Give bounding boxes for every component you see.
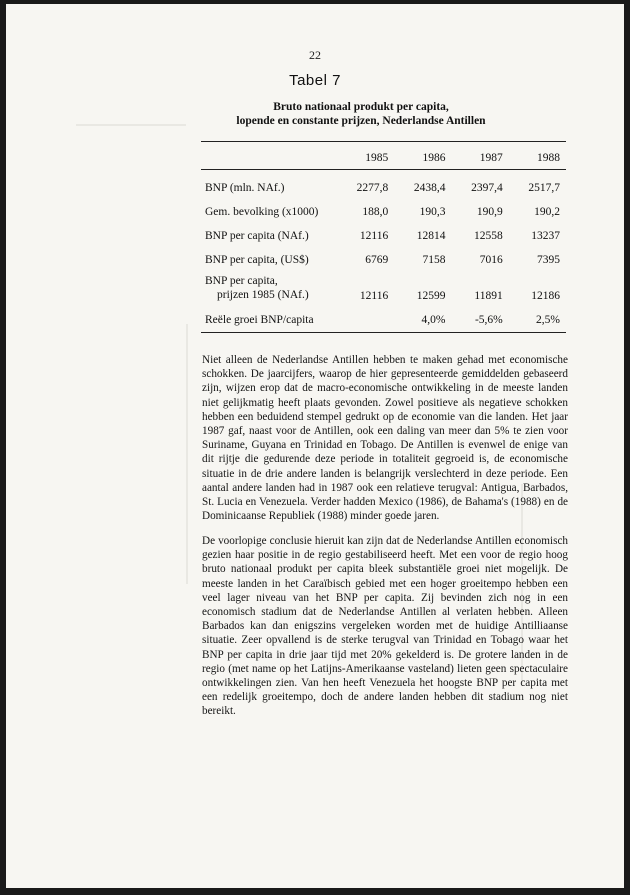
- subtitle-line: Bruto nationaal produkt per capita,: [273, 101, 449, 113]
- body-paragraph: De voorlopige conclusie hieruit kan zijn dat de Nederlandse Antillen economisch gezien haar positie in de regio gestabiliseerd heeft. Met een voor de regio hoog bruto nationaal produkt per capita bleek substantiële groei niet mogelijk. De meeste landen in het Caraïbisch gebied met een hoger groeitempo hebben een veel lager niveau van het BNP per capita. Zij bevinden zich nog in een economisch stadium dat de Nederlandse Antillen al verlaten hebben. Alleen Barbados kan dan enigszins vergeleken worden met de huidige Antilliaanse situatie. Zeer opvallend is de sterke terugval van Trinidad en Tobago waar het BNP per capita in drie jaar tijd met 20% gekelderd is. De grotere landen in de regio (met name op het Latijns-Amerikaanse vasteland) lieten geen spectaculaire ontwikkelingen zien. Van hen heeft Venezuela het hoogste BNP per capita met een redelijk groeitempo, doch de andere landen hebben dit stadium nog niet bereikt.: [202, 535, 568, 718]
- table-cell: 2,5%: [536, 314, 560, 326]
- table-subtitle: [196, 100, 526, 128]
- bleed-through-figure: [66, 324, 188, 584]
- bleed-through-block: [76, 114, 186, 126]
- table-cell: 188,0: [362, 206, 389, 218]
- row-label-line: BNP per capita,: [205, 275, 278, 287]
- table-cell: 11891: [474, 290, 503, 302]
- table-cell: 7158: [422, 254, 446, 266]
- table-cell: 12186: [531, 290, 560, 302]
- table-row: [201, 218, 566, 242]
- table-bottom-rule: [201, 332, 566, 333]
- row-label: BNP (mln. NAf.): [205, 182, 285, 194]
- table-cell: -5,6%: [474, 314, 503, 326]
- table-cell: 4,0%: [421, 314, 446, 326]
- table-cell: 7016: [479, 254, 503, 266]
- table-cell: [337, 302, 394, 326]
- table-top-rule: [201, 141, 566, 142]
- table-cell: 190,3: [419, 206, 446, 218]
- table-row: [201, 266, 566, 302]
- table-cell: 2277,8: [356, 182, 389, 194]
- row-label: [201, 266, 337, 302]
- table-cell: 12599: [416, 290, 446, 302]
- table-row: [201, 242, 566, 266]
- table-cell: 2517,7: [528, 182, 560, 194]
- table-cell: 13237: [531, 230, 560, 242]
- row-label: Reële groei BNP/capita: [205, 314, 314, 326]
- column-header: 1988: [537, 152, 560, 164]
- column-header: 1985: [365, 152, 389, 164]
- table-cell: 12814: [416, 230, 446, 242]
- header-label-cell: [201, 147, 337, 170]
- subtitle-line: lopende en constante prijzen, Nederlandse Antillen: [236, 115, 486, 127]
- row-label: BNP per capita (NAf.): [205, 230, 309, 242]
- table-cell: 190,9: [476, 206, 503, 218]
- table-cell: 6769: [365, 254, 389, 266]
- table-cell: 12116: [359, 290, 389, 302]
- table-row: [201, 194, 566, 218]
- gdp-table: [201, 147, 566, 326]
- page-number: 22: [309, 48, 321, 62]
- table-header-row: [201, 147, 566, 170]
- document-page: [6, 4, 624, 888]
- table-cell: 2397,4: [471, 182, 503, 194]
- column-header: 1987: [479, 152, 503, 164]
- table-cell: 12116: [359, 230, 389, 242]
- row-label: Gem. bevolking (x1000): [205, 206, 319, 218]
- row-label-line: prijzen 1985 (NAf.): [217, 289, 309, 301]
- table-cell: 190,2: [534, 206, 560, 218]
- table-row: [201, 170, 566, 194]
- table-title: Tabel 7: [289, 72, 341, 89]
- row-label: BNP per capita, (US$): [205, 254, 309, 266]
- table-cell: 2438,4: [413, 182, 446, 194]
- body-paragraph: Niet alleen de Nederlandse Antillen hebben te maken gehad met economische schokken. De jaarcijfers, waarop de hier gepresenteerde gemiddelden gebaseerd zijn, wijzen erop dat de macro-economische ontwikkeling in de meeste landen niet gelijkmatig heeft plaats gevonden. Zowel positieve als negatieve schokken hebben een beduidend stempel gedrukt op de economie van die landen. Het jaar 1987 gaf, naast voor de Antillen, ook een daling van meer dan 5% te zien voor Suriname, Guyana en Trinidad en Tobago. De Antillen is evenwel de enige van dit rijtje die gedurende deze periode in totaliteit gegroeid is, de economische situatie in de drie andere landen is belangrijk verslechterd in deze periode. Een aantal andere landen had in 1987 ook een relatieve terugval: Antigua, Barbados, St. Lucia en Venezuela. Verder hadden Mexico (1986), de Bahama's (1988) en de Dominicaanse Republiek (1988) minder goede jaren.: [202, 354, 568, 523]
- table-row: [201, 302, 566, 326]
- column-header: 1986: [422, 152, 446, 164]
- table-cell: 12558: [474, 230, 503, 242]
- table-cell: 7395: [537, 254, 560, 266]
